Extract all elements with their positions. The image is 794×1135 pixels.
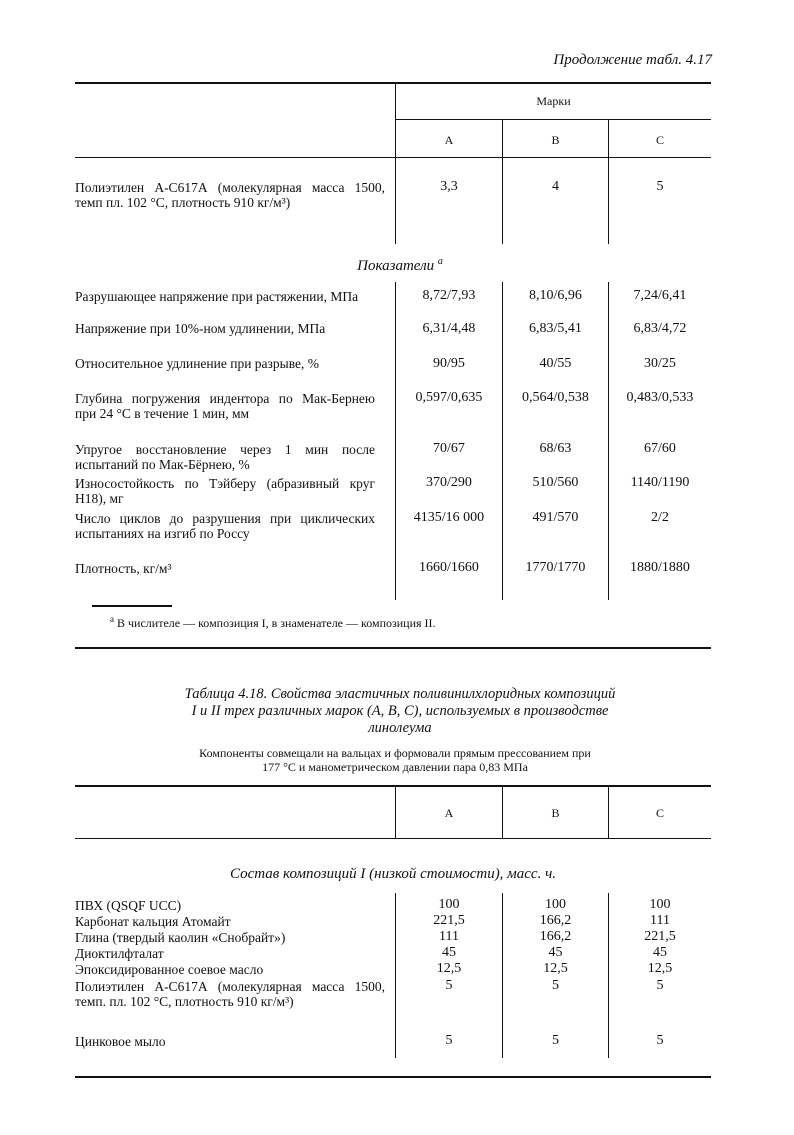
- table1-cell: 2/2: [651, 510, 669, 525]
- table1-cell: 370/290: [426, 475, 472, 490]
- table1-cell: 1660/1660: [419, 560, 479, 575]
- table2-row-label: Полиэтилен А-С617А (молекулярная масса 1500, темп. пл. 102 °С, плотность 910 кг/м³): [75, 979, 385, 1009]
- table1-row-label: Относительное удлинение при разрыве, %: [75, 356, 319, 371]
- table2-cell: 100: [438, 897, 460, 912]
- table1-cell: 67/60: [644, 441, 676, 456]
- table2-title-line3: линолеума: [368, 720, 432, 736]
- table2-section-title: Состав композиций I (низкой стоимости), масс. ч.: [230, 866, 556, 882]
- table2-header-bottom-rule: [75, 838, 711, 839]
- table1-cell: 0,483/0,533: [626, 390, 694, 405]
- table1-cell: 0,597/0,635: [415, 390, 483, 405]
- footnote-rule: [92, 605, 172, 607]
- table2-cell: 45: [442, 945, 456, 960]
- table2-cell: 5: [656, 1033, 664, 1048]
- table1-cell: 491/570: [532, 510, 579, 525]
- table1-cell: 40/55: [539, 356, 572, 371]
- table1-pe-label: Полиэтилен А-С617А (молекулярная масса 1500, темп пл. 102 °С, плотность 910 кг/м³): [75, 180, 385, 210]
- table2-cell: 5: [552, 978, 559, 993]
- table1-section-title: [300, 256, 500, 275]
- table2-cell: 221,5: [433, 913, 465, 928]
- table2-cell: 100: [545, 897, 566, 912]
- table2-note: [75, 746, 715, 774]
- table2-cell: 166,2: [539, 929, 572, 944]
- table2-row-label: Карбонат кальция Атомайт: [75, 914, 231, 929]
- table2-row-label: Глина (твердый каолин «Снобрайт»): [75, 930, 286, 945]
- table2-row-label: Диоктилфталат: [75, 946, 164, 961]
- table1-row-label: Износостойкость по Тэйберу (абразивный круг Н18), мг: [75, 476, 375, 506]
- table2-cell: 5: [552, 1033, 559, 1048]
- table2-col-c: C: [655, 806, 664, 820]
- table1-section-text: Показатели: [357, 258, 435, 274]
- table2-note-line2: 177 °С и манометрическом давлении пара 0,83 МПа: [262, 760, 528, 774]
- table2-note-line1: Компоненты совмещали на вальцах и формовали прямым прессованием при: [199, 746, 591, 760]
- table1-cell: 68/63: [539, 441, 572, 456]
- table1-row-label: Упругое восстановление через 1 мин после испытаний по Мак-Бёрнею, %: [75, 442, 375, 472]
- table1-col-a: A: [444, 133, 454, 147]
- table1-row-label: Разрушающее напряжение при растяжении, МПа: [75, 289, 359, 304]
- table2-title-line2: I и II трех различных марок (A, B, C), используемых в производстве: [191, 703, 609, 719]
- table2-col-a: A: [444, 806, 454, 820]
- marks-header: Марки: [536, 94, 571, 108]
- table2-cell: 45: [548, 945, 563, 960]
- table1-cell: 6,83/4,72: [633, 321, 687, 336]
- table1-cell: 510/560: [532, 475, 579, 490]
- table1-row-label: Глубина погружения индентора по Мак-Бернею при 24 °С в течение 1 мин, мм: [75, 391, 375, 421]
- table1-cell: 7,24/6,41: [633, 288, 687, 303]
- table2-cell: 111: [650, 913, 670, 928]
- table1-cell: 1770/1770: [525, 560, 586, 575]
- footnote-mark: а: [110, 614, 114, 624]
- table2-cell: 5: [445, 978, 453, 993]
- table2-cell: 12,5: [543, 961, 568, 976]
- table1-cell: 30/25: [644, 356, 676, 371]
- table2-row-label: ПВХ (QSQF UCC): [75, 898, 182, 913]
- table1-cell: 6,31/4,48: [422, 321, 476, 336]
- table1-marks-rule: [396, 119, 711, 120]
- table1-cell: 4135/16 000: [413, 510, 485, 525]
- table1-cell: 70/67: [433, 441, 465, 456]
- table1-cell: 0,564/0,538: [522, 390, 589, 405]
- table1-row-label: Плотность, кг/м³: [75, 561, 172, 576]
- table2-cell: 166,2: [539, 913, 572, 928]
- table2-cell: 45: [653, 945, 667, 960]
- table1-cell: 90/95: [433, 356, 465, 371]
- table2-top-rule: [75, 785, 711, 787]
- table1-section-mark: а: [437, 256, 443, 267]
- table2-cell: 100: [649, 897, 671, 912]
- table1-col-b: B: [551, 133, 560, 147]
- table1-cell: 6,83/5,41: [529, 321, 582, 336]
- table2-col-b: B: [551, 806, 560, 820]
- table2-cell: 12,5: [647, 961, 673, 976]
- table2-title-line1: Таблица 4.18. Свойства эластичных поливинилхлоридных композиций: [184, 686, 616, 702]
- table1-cell: 1880/1880: [630, 560, 690, 575]
- table2-bottom-rule: [75, 1076, 711, 1078]
- table1-footnote: [110, 614, 670, 631]
- table1-pe-b: 4: [552, 179, 559, 194]
- table1-pe-a: 3,3: [440, 179, 458, 194]
- table2-title: [90, 686, 710, 737]
- table2-row-label: Эпоксидированное соевое масло: [75, 962, 264, 977]
- table1-end-rule: [75, 647, 711, 649]
- table1-pe-c: 5: [656, 179, 664, 194]
- continuation-label: Продолжение табл. 4.17: [553, 52, 712, 68]
- table1-top-rule: [75, 82, 711, 84]
- table2-cell: 5: [445, 1033, 453, 1048]
- table1-row-label: Напряжение при 10%-ном удлинении, МПа: [75, 321, 326, 336]
- footnote-text: В числителе — композиция I, в знаменателе — композиция II.: [117, 616, 436, 630]
- table2-cell: 12,5: [436, 961, 462, 976]
- table1-col-c: C: [655, 133, 664, 147]
- table1-cell: 8,10/6,96: [529, 288, 582, 303]
- table1-cell: 1140/1190: [630, 475, 690, 490]
- table2-row-label: Цинковое мыло: [75, 1034, 166, 1049]
- table1-header-bottom-rule: [75, 157, 711, 158]
- table1-cell: 8,72/7,93: [422, 288, 476, 303]
- table2-cell: 111: [439, 929, 459, 944]
- table2-cell: 5: [656, 978, 664, 993]
- table2-cell: 221,5: [644, 929, 676, 944]
- table1-row-label: Число циклов до разрушения при циклических испытаниях на изгиб по Россу: [75, 511, 375, 541]
